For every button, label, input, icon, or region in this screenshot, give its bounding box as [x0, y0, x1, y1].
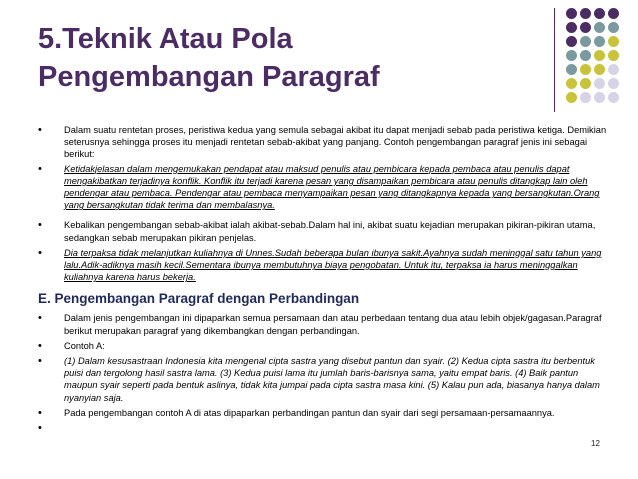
decor-dot	[566, 22, 577, 33]
bullet-text: Dalam suatu rentetan proses, peristiwa kedua yang semula sebagai akibat itu dapat menjadi sebab pada peristiwa ketiga. Demikian seterusnya sehingga proses itu menjadi rentetan sebab-akibat yang panjang. Contoh pengembangan paragraf jenis ini sebagai berikut:	[64, 125, 607, 160]
decor-dot	[566, 64, 577, 75]
bullet-item	[38, 219, 608, 243]
bullet-icon: •	[38, 162, 42, 175]
bullet-icon: •	[38, 124, 42, 136]
bullet-icon: •	[38, 246, 42, 259]
decor-dot	[594, 92, 605, 103]
decor-dot	[594, 50, 605, 61]
decor-dot	[608, 92, 619, 103]
decor-dot	[580, 36, 591, 47]
decor-dot	[608, 78, 619, 89]
decor-dot	[608, 50, 619, 61]
bullet-item	[38, 340, 608, 352]
bullet-icon: •	[38, 406, 42, 419]
bullet-icon: •	[38, 339, 42, 352]
bullet-item	[38, 163, 608, 212]
bullet-text: Ketidakjelasan dalam mengemukakan pendapat atau maksud penulis atau pembicara kepada pembaca atau penulis dapat mengakibatkan terjadinya konflik. Konflik itu terjadi karena pesan yang disampaikan pembicara atau penulis ditangkap lain oleh pendengar atau pembaca. Pendengar atau pembaca menyampaikan pesan yang ditangkapnya kepada yang bersangkutan.Orang yang bersangkutan tidak terima dan membalasnya.	[64, 163, 600, 211]
decor-dot	[608, 22, 619, 33]
bullet-item	[38, 312, 608, 336]
bullet-item	[38, 247, 608, 284]
decor-dot	[594, 64, 605, 75]
page-number: 12	[591, 439, 600, 448]
decor-dot	[580, 50, 591, 61]
decor-dot	[608, 36, 619, 47]
decor-dot	[608, 8, 619, 19]
decor-dot	[580, 64, 591, 75]
decor-dot	[566, 50, 577, 61]
decor-dot	[566, 36, 577, 47]
bullet-text: Pada pengembangan contoh A di atas dipaparkan perbandingan pantun dan syair dari segi persamaan-persamaannya.	[64, 407, 555, 418]
bullet-item	[38, 355, 608, 404]
decor-dot	[608, 64, 619, 75]
decor-dot	[594, 36, 605, 47]
decor-dot	[580, 8, 591, 19]
bullet-icon: •	[38, 355, 42, 368]
decor-dot	[580, 92, 591, 103]
bullet-text: Contoh A:	[64, 340, 105, 351]
bullet-icon: •	[38, 312, 42, 325]
decor-dot	[594, 8, 605, 19]
decor-dot	[580, 78, 591, 89]
section-subheading: E. Pengembangan Paragraf dengan Perbandingan	[38, 291, 360, 307]
decor-dot	[580, 22, 591, 33]
slide-title-line-1: 5.Teknik Atau Pola	[38, 23, 293, 55]
slide-title	[38, 20, 558, 96]
decor-dot	[594, 22, 605, 33]
decorative-divider	[554, 8, 555, 112]
decor-dot	[566, 92, 577, 103]
decor-dot	[594, 78, 605, 89]
bullet-text: Kebalikan pengembangan sebab-akibat ialah akibat-sebab.Dalam hal ini, akibat suatu kejadian merupakan pikiran-pikiran utama, sedangkan sebab merupakan pikiran penjelas.	[64, 220, 596, 243]
bullet-icon: •	[38, 422, 42, 435]
bullet-text: Dia terpaksa tidak melanjutkan kuliahnya di Unnes.Sudah beberapa bulan ibunya sakit.Ayahnya sudah meninggal satu tahun yang lalu.Adik-adiknya masih kecil.Sementara ibunya membutuhnya biaya pengobatan. Untuk itu, terpaksa ia harus meninggalkan kuliahnya karena harus bekerja.	[64, 247, 602, 283]
bullet-text: Dalam jenis pengembangan ini dipaparkan semua persamaan dan atau perbedaan tentang dua atau lebih objek/gagasan.Paragraf berikut merupakan paragraf yang dikembangkan dengan perbandingan.	[64, 313, 602, 336]
bullet-text: (1) Dalam kesusastraan Indonesia kita mengenal cipta sastra yang disebut pantun dan syair. (2) Kedua cipta sastra itu berbentuk puisi dan tergolong hasil sastra lama. (3) Kedua puisi lama itu jumlah baris-barisnya sama, yaitu empat baris. (4) Baik pantun maupun syair seperti pada bentuk aslinya, tidak kita jumpai pada cipta sastra masa kini. (5) Kalau pun ada, biasanya hanya dalam nyanyian saja.	[64, 356, 600, 403]
slide-title-line-2: Pengembangan Paragraf	[38, 61, 380, 93]
bullet-icon: •	[38, 219, 42, 232]
slide-body	[38, 124, 608, 435]
decor-dot	[566, 8, 577, 19]
decor-dot	[566, 78, 577, 89]
bullet-item	[38, 407, 608, 419]
bullet-item	[38, 124, 608, 161]
